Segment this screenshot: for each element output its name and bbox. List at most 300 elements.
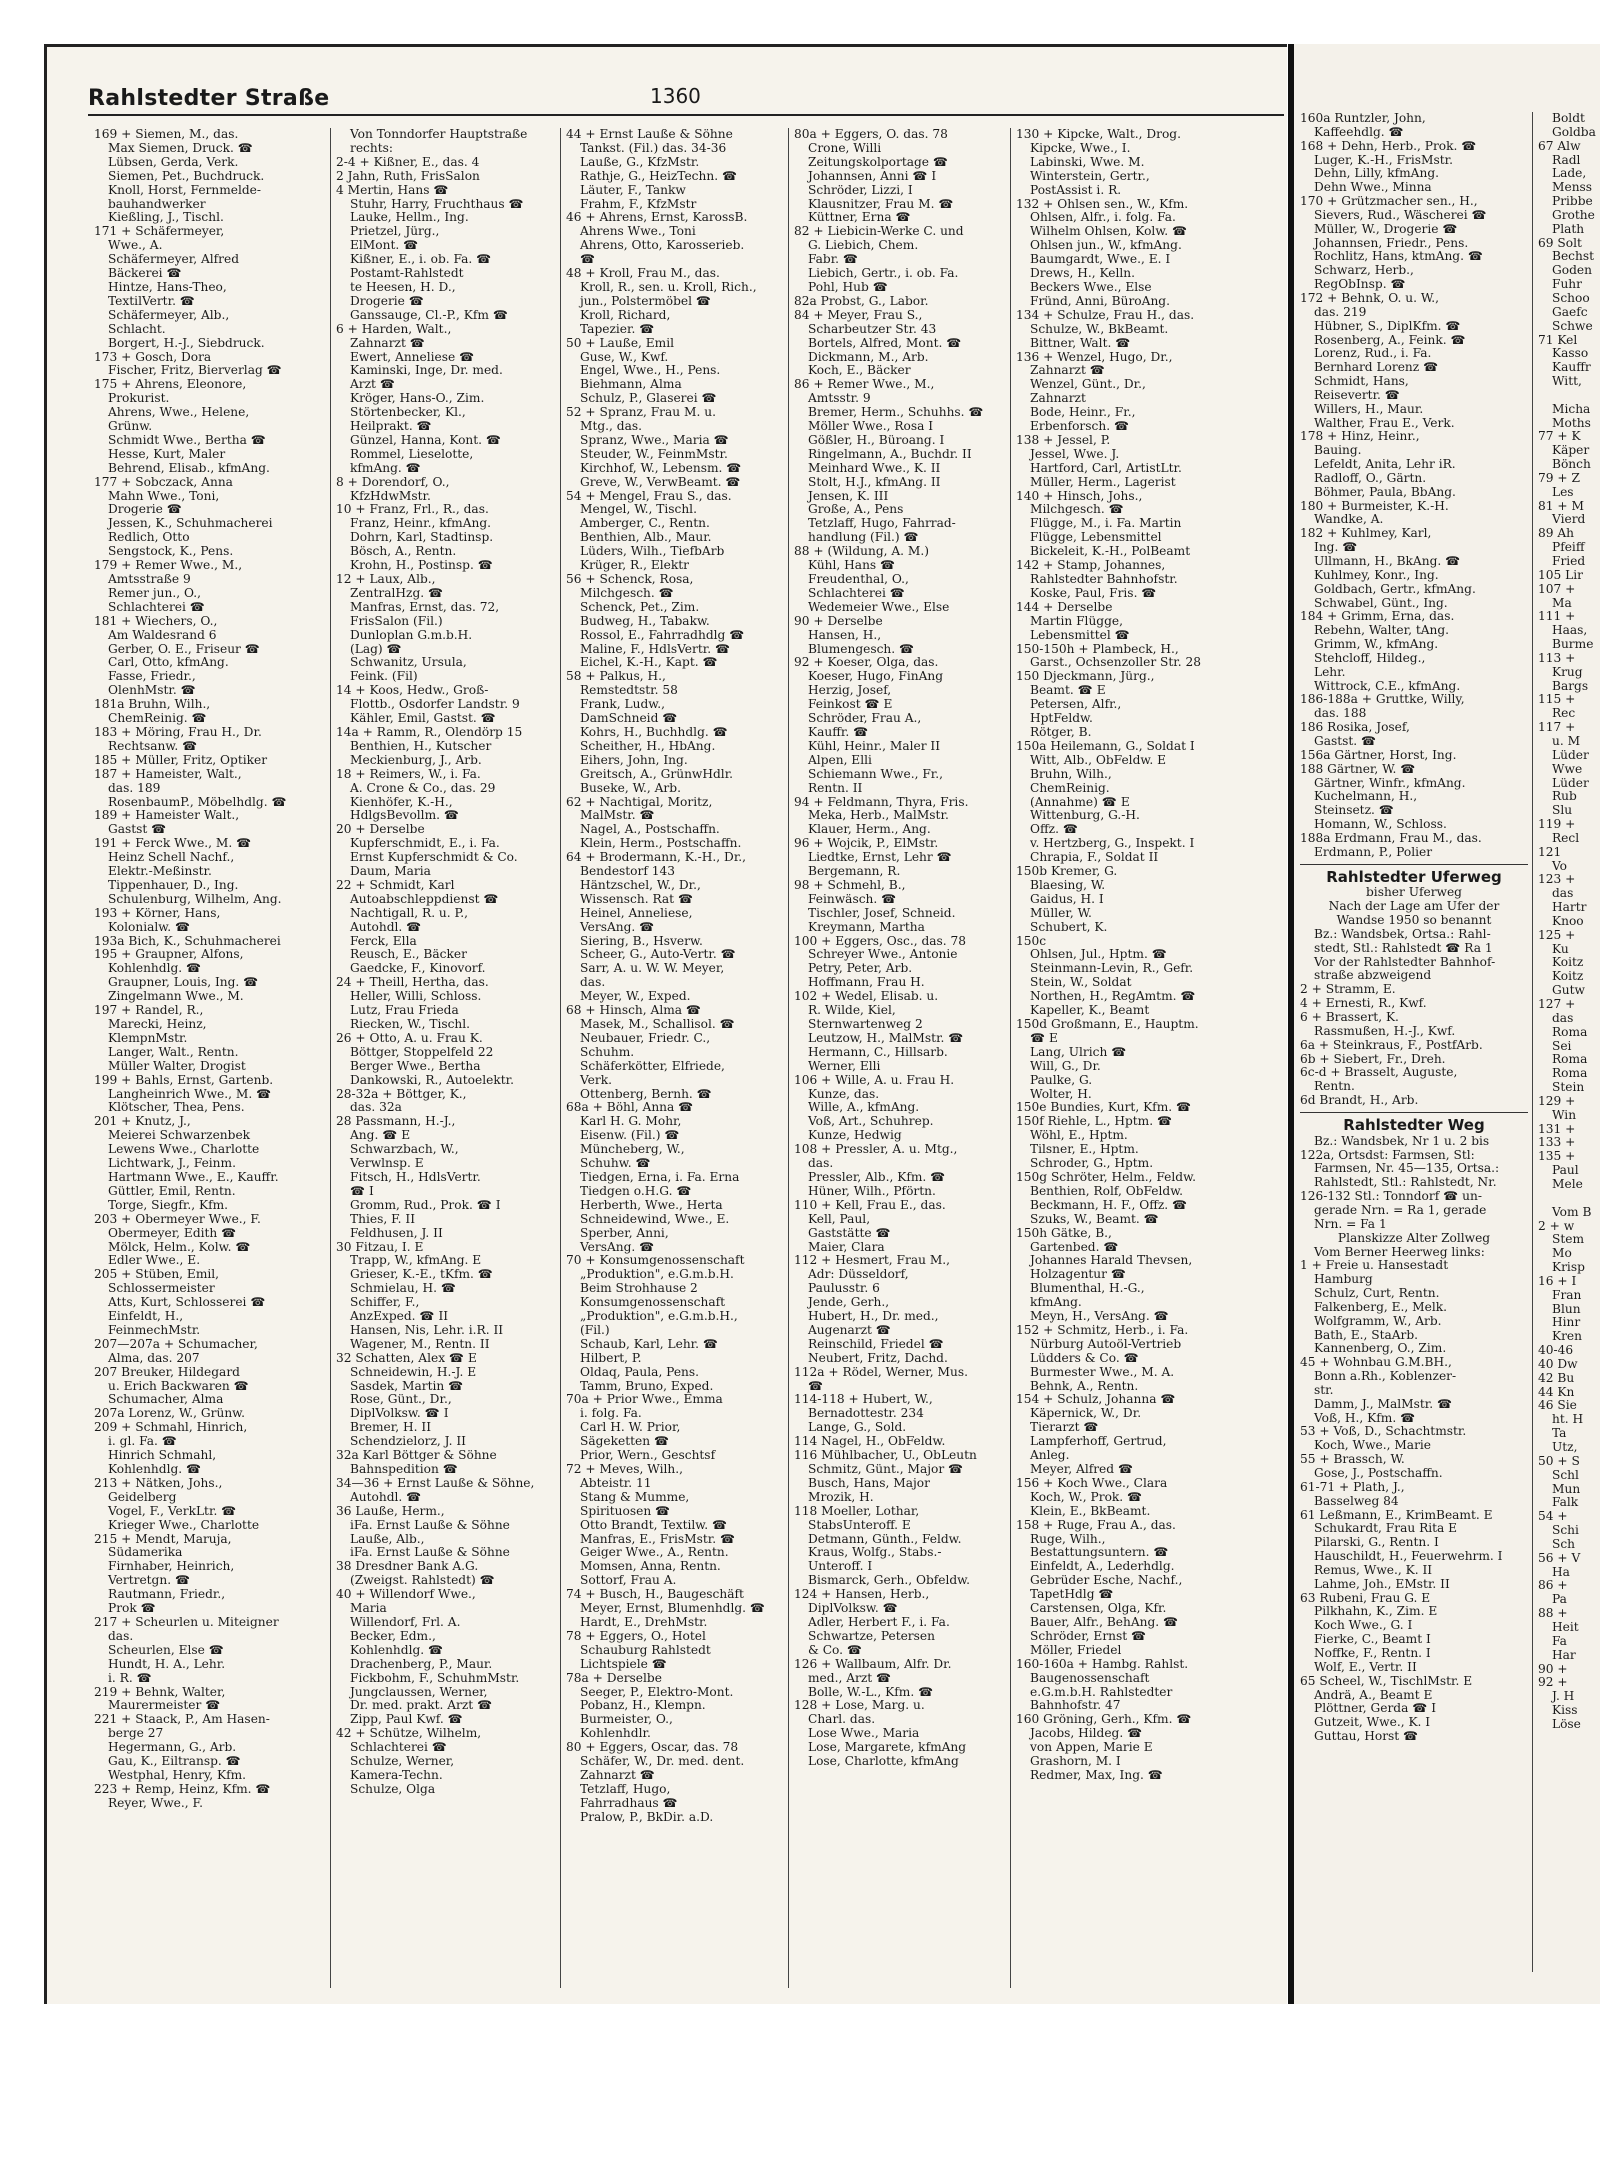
resident-entry: Schwarzbach, W., — [350, 1142, 459, 1157]
resident-entry: Tankst. (Fil.) das. 34-36 — [580, 140, 727, 155]
resident-entry: Lauke, Hellm., Ing. — [350, 210, 469, 225]
resident-entry: Autohdl. ☎ — [350, 1489, 422, 1504]
house-entry: 217 + Scheurlen u. Miteigner — [94, 1614, 279, 1629]
resident-entry: Bolle, W.-L., Kfm. ☎ — [808, 1684, 934, 1699]
resident-entry: ht. H — [1552, 1412, 1584, 1427]
resident-entry: Moths — [1552, 415, 1591, 430]
resident-entry: Siemen, Pet., Buchdruck. — [108, 168, 265, 183]
scan-margin — [0, 2004, 1600, 2177]
resident-entry: Willendorf, Frl. A. — [350, 1614, 461, 1629]
resident-entry: Käper — [1552, 443, 1590, 458]
house-entry: 124 + Hansen, Herb., — [794, 1587, 930, 1602]
resident-entry: StabsUnteroff. E — [808, 1517, 911, 1532]
resident-entry: Wittenburg, G.-H. — [1030, 808, 1140, 823]
resident-entry: i. R. ☎ — [108, 1670, 152, 1685]
resident-entry: Schoo — [1552, 290, 1590, 305]
resident-entry: Jessel, Wwe. J. — [1030, 446, 1120, 461]
resident-entry: Bernhard Lorenz ☎ — [1314, 360, 1439, 375]
resident-entry: Knoll, Horst, Fernmelde- — [108, 182, 262, 197]
house-entry: 68a + Böhl, Anna ☎ — [566, 1100, 694, 1115]
resident-entry: (Fil.) — [580, 1322, 610, 1337]
resident-entry: Pribbe — [1552, 194, 1593, 209]
resident-entry: Daum, Maria — [350, 864, 431, 879]
resident-entry: DamSchneid ☎ — [580, 711, 678, 726]
resident-entry: Hundt, H. A., Lehr. — [108, 1656, 226, 1671]
resident-entry: Amberger, C., Rentn. — [580, 516, 710, 531]
resident-entry: Ang. ☎ E — [350, 1128, 411, 1143]
house-entry: 187 + Hameister, Walt., — [94, 766, 242, 781]
resident-entry: Tiedgen, Erna, i. Fa. Erna — [580, 1169, 740, 1184]
resident-entry: Fitsch, H., HdlsVertr. — [350, 1169, 481, 1184]
resident-entry: Busch, Hans, Major — [808, 1475, 930, 1490]
resident-entry: Martin Flügge, — [1030, 613, 1123, 628]
resident-entry: Schneidewind, Wwe., E. — [580, 1211, 730, 1226]
house-entry: 183 + Möring, Frau H., Dr. — [94, 724, 262, 739]
house-entry: 181 + Wiechers, O., — [94, 613, 218, 628]
house-entry: 133 + — [1538, 1135, 1576, 1150]
resident-entry: Schröder, Frau A., — [808, 711, 922, 726]
resident-entry: A. Crone & Co., das. 29 — [350, 780, 496, 795]
house-entry: 36 Lauße, Herm., — [336, 1503, 445, 1518]
house-entry: 2 + w — [1538, 1218, 1575, 1233]
resident-entry: Burmeister, O., — [580, 1712, 673, 1727]
resident-entry: Lüder — [1552, 747, 1589, 762]
resident-entry: Krüger, R., Elektr — [580, 558, 689, 573]
house-entry: 86 + Remer Wwe., M., — [794, 377, 935, 392]
resident-entry: Gaefc — [1552, 304, 1588, 319]
resident-entry: u. Erich Backwaren ☎ — [108, 1378, 249, 1393]
resident-entry: Behnk, A., Rentn. — [1030, 1378, 1139, 1393]
resident-entry: Lose, Charlotte, kfmAng — [808, 1754, 959, 1769]
house-entry: 50 + Lauße, Emil — [566, 335, 675, 350]
resident-entry: Bz.: Wandsbek, Nr 1 u. 2 bis — [1314, 1133, 1490, 1148]
resident-entry: Oldaq, Paula, Pens. — [580, 1364, 700, 1379]
resident-entry: Homann, W., Schloss. — [1314, 817, 1447, 832]
house-entry: 188 Gärtner, W. ☎ — [1300, 761, 1416, 776]
resident-entry: Crone, Willi — [808, 140, 882, 155]
resident-entry: str. — [1314, 1382, 1334, 1397]
resident-entry: Dohrn, Karl, Stadtinsp. — [350, 530, 494, 545]
house-entry: 150c — [1016, 933, 1047, 948]
resident-entry: Heinz Schell Nachf., — [108, 850, 235, 865]
house-entry: 8 + Dorendorf, O., — [336, 474, 450, 489]
resident-entry: Dickmann, M., Arb. — [808, 349, 929, 364]
house-entry: 181a Bruhn, Wilh., — [94, 697, 211, 712]
resident-entry: Schröder, Lizzi, I — [808, 182, 913, 197]
resident-entry: Guttau, Horst ☎ — [1314, 1729, 1419, 1744]
resident-entry: Amtsstr. 9 — [808, 391, 871, 406]
resident-entry: Thies, F. II — [350, 1211, 416, 1226]
resident-entry: Goden — [1552, 263, 1592, 278]
resident-entry: Andrä, A., Beamt E — [1314, 1687, 1433, 1702]
column-divider — [1010, 128, 1011, 1988]
resident-entry: Kunze, das. — [808, 1086, 880, 1101]
house-entry: 12 + Laux, Alb., — [336, 572, 436, 586]
resident-entry: Kuchelmann, H., — [1314, 789, 1418, 804]
house-entry: 74 + Busch, H., Baugeschäft — [566, 1587, 744, 1602]
house-entry: 6a + Steinkraus, F., PostfArb. — [1300, 1037, 1483, 1052]
resident-entry: Schröder, Ernst ☎ — [1030, 1628, 1147, 1643]
resident-entry: Bittner, Walt. ☎ — [1030, 335, 1131, 350]
resident-entry: ZentralHzg. ☎ — [350, 585, 444, 600]
resident-entry: KlempnMstr. — [108, 1030, 188, 1045]
resident-entry: Tetzlaff, Hugo, Fahrrad- — [808, 516, 956, 531]
resident-entry: PostAssist i. R. — [1030, 182, 1122, 197]
resident-entry: Rötger, B. — [1030, 724, 1092, 739]
resident-entry: Zeitungskolportage ☎ — [808, 154, 949, 169]
resident-entry: Beckers Wwe., Else — [1030, 279, 1152, 294]
resident-entry: & Co. ☎ — [808, 1642, 863, 1657]
resident-entry: Schmidt, Hans, — [1314, 374, 1409, 389]
resident-entry: das. — [580, 975, 606, 990]
house-entry: 207 Breuker, Hildegard — [94, 1364, 240, 1379]
resident-entry: Schiemann Wwe., Fr., — [808, 766, 944, 781]
house-entry: 80 + Eggers, Oscar, das. 78 — [566, 1740, 739, 1755]
resident-entry: Störtenbecker, Kl., — [350, 405, 466, 420]
resident-entry: Kolonialw. ☎ — [108, 919, 191, 934]
resident-entry: Petry, Peter, Arb. — [808, 961, 913, 976]
resident-entry: Schendzielorz, J. II — [350, 1434, 466, 1449]
resident-entry: Carl H. W. Prior, — [580, 1420, 681, 1435]
resident-entry: Kohrs, H., Buchhdlg. ☎ — [580, 724, 728, 739]
house-entry: 20 + Derselbe — [336, 822, 425, 837]
resident-entry: Radloff, O., Gärtn. — [1314, 470, 1427, 485]
resident-entry: das — [1552, 886, 1574, 901]
resident-entry: Kupferschmidt, E., i. Fa. — [350, 836, 500, 851]
resident-entry: Lüder — [1552, 775, 1589, 790]
resident-entry: Tischler, Josef, Schneid. — [808, 905, 956, 920]
resident-entry: Nagel, A., Postschaffn. — [580, 822, 720, 837]
resident-entry: Schäferkötter, Elfriede, — [580, 1058, 725, 1073]
resident-entry: Klauer, Herm., Ang. — [808, 822, 931, 837]
house-entry: 138 + Jessel, P. — [1016, 432, 1111, 447]
resident-entry: Wissensch. Rat ☎ — [580, 891, 694, 906]
resident-entry: FrisSalon (Fil.) — [350, 613, 443, 628]
resident-entry: Große, A., Pens — [808, 502, 904, 517]
resident-entry: Lutz, Frau Frieda — [350, 1003, 459, 1018]
house-entry: 6 + Brassert, K. — [1300, 1010, 1399, 1024]
house-entry: 16 + I — [1538, 1273, 1577, 1288]
resident-entry: Kühl, Hans ☎ — [808, 558, 896, 573]
resident-entry: stedt, Stl.: Rahlstedt ☎ Ra 1 — [1314, 940, 1493, 955]
resident-entry: Borgert, H.-J., Siebdruck. — [108, 335, 265, 350]
resident-entry: Zahnarzt ☎ — [350, 335, 425, 350]
resident-entry: Mele — [1552, 1176, 1583, 1191]
house-entry: 191 + Ferck Wwe., M. ☎ — [94, 836, 252, 851]
resident-entry: Guse, W., Kwf. — [580, 349, 669, 364]
resident-entry: ElMont. ☎ — [350, 238, 419, 253]
house-entry: 2-4 + Kißner, E., das. 4 — [336, 154, 480, 169]
resident-entry: Sternwartenweg 2 — [808, 1017, 923, 1031]
resident-entry: Beckmann, H. F., Offz. ☎ — [1030, 1197, 1188, 1212]
resident-entry: Schauburg Rahlstedt — [580, 1642, 711, 1657]
resident-entry: Gastst ☎ — [108, 822, 167, 837]
resident-entry: Steuder, W., FeinmMstr. — [580, 446, 728, 461]
house-entry: 6 + Harden, Walt., — [336, 321, 452, 336]
resident-entry: Pobanz, H., Klempn. — [580, 1698, 706, 1713]
resident-entry: Mrozik, H. — [808, 1489, 874, 1504]
resident-entry: Wolfgramm, W., Arb. — [1314, 1313, 1442, 1328]
house-entry: 171 + Schäfermeyer, — [94, 224, 225, 239]
resident-entry: Beim Strohhause 2 — [580, 1281, 698, 1296]
resident-entry: Günzel, Hanna, Kont. ☎ — [350, 432, 502, 447]
resident-entry: Mun — [1552, 1481, 1581, 1496]
resident-entry: Karl H. G. Mohr, — [580, 1114, 682, 1129]
resident-entry: Kannenberg, O., Zim. — [1314, 1341, 1447, 1356]
house-entry: 158 + Ruge, Frau A., das. — [1016, 1517, 1176, 1532]
resident-entry: Koch, W., Prok. ☎ — [1030, 1489, 1143, 1504]
resident-entry: Gaedcke, F., Kinovorf. — [350, 961, 486, 976]
resident-entry: Konsumgenossenschaft — [580, 1295, 725, 1310]
resident-entry: Schumacher, Alma — [108, 1392, 224, 1407]
house-entry: 150f Riehle, L., Hptm. ☎ — [1016, 1114, 1173, 1129]
resident-entry: das. 189 — [108, 780, 161, 795]
resident-entry: Herberth, Wwe., Herta — [580, 1197, 723, 1212]
resident-entry: Gau, K., Eiltransp. ☎ — [108, 1754, 241, 1769]
house-entry: 186 Rosika, Josef, — [1300, 720, 1410, 735]
house-entry: 63 Rubeni, Frau G. E — [1300, 1590, 1431, 1605]
resident-entry: Hansen, Nis, Lehr. i.R. II — [350, 1322, 504, 1337]
house-entry: 32 Schatten, Alex ☎ E — [336, 1350, 477, 1365]
resident-entry: Verk. — [580, 1072, 612, 1087]
address-column-2 — [336, 128, 554, 1797]
resident-entry: Scheurlen, Else ☎ — [108, 1642, 224, 1657]
resident-entry: Dr. med. prakt. Arzt ☎ — [350, 1698, 493, 1713]
resident-entry: Kühl, Heinr., Maler II — [808, 738, 941, 753]
resident-entry: Har — [1552, 1647, 1576, 1662]
house-entry: 121 — [1538, 844, 1562, 859]
resident-entry: Werner, Elli — [808, 1058, 881, 1073]
resident-entry: Dunloplan G.m.b.H. — [350, 627, 473, 642]
resident-entry: Heilprakt. ☎ — [350, 419, 432, 434]
resident-entry: Am Waldesrand 6 — [108, 627, 217, 642]
resident-entry: Geiger Wwe., A., Rentn. — [580, 1545, 729, 1560]
resident-entry: ☎ E — [1030, 1030, 1058, 1045]
resident-entry: Bargs — [1552, 678, 1589, 693]
house-entry: 128 + Lose, Marg. u. — [794, 1698, 925, 1713]
resident-entry: Blumengesch. ☎ — [808, 641, 915, 656]
resident-entry: Hauschildt, H., Feuerwehrm. I — [1314, 1549, 1503, 1564]
resident-entry: Flügge, Lebensmittel — [1030, 530, 1162, 545]
resident-entry: Hubert, H., Dr. med., — [808, 1309, 939, 1324]
resident-entry: Meyer, W., Exped. — [580, 989, 691, 1004]
resident-entry: Hamburg — [1314, 1272, 1373, 1287]
resident-entry: Steinsetz. ☎ — [1314, 803, 1394, 818]
resident-entry: Chrapia, F., Soldat II — [1030, 850, 1159, 865]
resident-entry: Koch Wwe., G. I — [1314, 1618, 1413, 1633]
resident-entry: gerade Nrn. = Ra 1, gerade — [1314, 1202, 1487, 1217]
resident-entry: Wolter, H. — [1030, 1086, 1092, 1101]
resident-entry: RosenbaumP., Möbelhdlg. ☎ — [108, 794, 287, 809]
resident-entry: Bismarck, Gerh., Obfeldw. — [808, 1573, 971, 1588]
house-entry: 193 + Körner, Hans, — [94, 905, 221, 920]
resident-entry: Zingelmann Wwe., M. — [108, 989, 244, 1004]
resident-entry: Zahnarzt ☎ — [580, 1767, 655, 1782]
house-entry: 185 + Müller, Fritz, Optiker — [94, 752, 268, 767]
resident-entry: Prok ☎ — [108, 1601, 156, 1616]
house-entry: 154 + Schulz, Johanna ☎ — [1016, 1392, 1176, 1407]
resident-entry: Kroll, Richard, — [580, 307, 671, 322]
house-entry: 152 + Schmitz, Herb., i. Fa. — [1016, 1322, 1189, 1337]
house-entry: 92 + — [1538, 1675, 1568, 1690]
resident-entry: Grünw. — [108, 419, 153, 434]
resident-entry: Flügge, M., i. Fa. Martin — [1030, 516, 1182, 531]
resident-entry: Schukardt, Frau Rita E — [1314, 1521, 1458, 1536]
resident-entry: Win — [1552, 1107, 1577, 1122]
resident-entry: Ruge, Wilh., — [1030, 1531, 1106, 1546]
resident-entry: Ferck, Ella — [350, 933, 417, 948]
resident-entry: Schubert, K. — [1030, 919, 1108, 934]
house-entry: 169 + Siemen, M., das. — [94, 128, 239, 141]
resident-entry: Rose, Günt., Dr., — [350, 1392, 452, 1407]
street-note: Wandse 1950 so benannt — [1336, 913, 1492, 928]
resident-entry: Kroll, R., sen. u. Kroll, Rich., — [580, 279, 757, 294]
resident-entry: Tapezier. ☎ — [580, 321, 655, 336]
resident-entry: ☎ — [580, 252, 596, 267]
resident-entry: Budweg, H., Tabakw. — [580, 613, 710, 628]
resident-entry: Krohn, H., Postinsp. ☎ — [350, 558, 493, 573]
resident-entry: Wöhl, E., Hptm. — [1030, 1128, 1128, 1143]
resident-entry: jun., Polstermöbel ☎ — [580, 293, 712, 308]
house-entry: 113 + — [1538, 650, 1576, 665]
resident-entry: Verwlnsp. E — [350, 1156, 424, 1171]
house-entry: 84 + Meyer, Frau S., — [794, 307, 923, 322]
house-entry: 126 + Wallbaum, Alfr. Dr. — [794, 1656, 952, 1671]
resident-entry: Garst., Ochsenzoller Str. 28 — [1030, 655, 1202, 670]
resident-entry: Ha — [1552, 1564, 1570, 1579]
resident-entry: Kell, Paul, — [808, 1211, 871, 1226]
resident-entry: das. 188 — [1314, 706, 1367, 721]
house-entry: 156 + Koch Wwe., Clara — [1016, 1475, 1168, 1490]
house-entry: 65 Scheel, W., TischlMstr. E — [1300, 1673, 1473, 1688]
house-entry: 127 + — [1538, 997, 1576, 1011]
resident-entry: Wedemeier Wwe., Else — [808, 599, 950, 614]
resident-entry: Kapeller, K., Beamt — [1030, 1003, 1150, 1018]
resident-entry: Beamt. ☎ E — [1030, 683, 1106, 698]
resident-entry: Zahnarzt ☎ — [1030, 363, 1105, 378]
resident-entry: Augenarzt ☎ — [808, 1322, 891, 1337]
resident-entry: Franz, Heinr., kfmAng. — [350, 516, 492, 531]
house-entry: 132 + Ohlsen sen., W., Kfm. — [1016, 196, 1189, 211]
resident-entry: Kiss — [1552, 1703, 1578, 1718]
house-entry: 195 + Graupner, Alfons, — [94, 947, 244, 962]
house-entry: 50 + S — [1538, 1453, 1580, 1468]
resident-entry: Heit — [1552, 1619, 1579, 1634]
resident-entry: Lose, Margarete, kfmAng — [808, 1740, 967, 1755]
resident-entry: Vertretgn. ☎ — [108, 1573, 191, 1588]
house-entry: 46 + Ahrens, Ernst, KarossB. — [566, 210, 748, 225]
resident-entry: Recl — [1552, 830, 1580, 845]
resident-entry: Ullmann, H., BkAng. ☎ — [1314, 554, 1461, 568]
house-entry: 28 Passmann, H.-J., — [336, 1114, 456, 1129]
resident-entry: Prokurist. — [108, 391, 170, 406]
resident-entry: Scharbeutzer Str. 43 — [808, 321, 937, 336]
house-entry: 136 + Wenzel, Hugo, Dr., — [1016, 349, 1173, 364]
resident-entry: Sievers, Rud., Wäscherei ☎ — [1314, 207, 1487, 222]
house-entry: 24 + Theill, Hertha, das. — [336, 975, 489, 990]
resident-entry: „Produktion", e.G.m.b.H., — [580, 1309, 738, 1324]
resident-entry: Bäckerei ☎ — [108, 266, 182, 281]
resident-entry: Kauffr. ☎ — [808, 724, 869, 739]
resident-entry: Mtg., das. — [580, 419, 642, 434]
resident-entry: Hüner, Wilh., Pförtn. — [808, 1183, 936, 1198]
house-entry: 221 + Staack, P., Am Hasen- — [94, 1712, 270, 1727]
resident-entry: Siering, B., Hsverw. — [580, 933, 703, 948]
resident-entry: Hübner, S., DiplKfm. ☎ — [1314, 318, 1461, 333]
resident-entry: Edler Wwe., E. — [108, 1253, 201, 1268]
resident-entry: Feinwäsch. ☎ — [808, 891, 897, 906]
resident-entry: Manfras, E., FrisMstr. ☎ — [580, 1531, 736, 1546]
house-entry: 209 + Schmahl, Hinrich, — [94, 1420, 248, 1435]
resident-entry: Grimm, W., kfmAng. — [1314, 637, 1439, 652]
resident-entry: Kähler, Emil, Gastst. ☎ — [350, 711, 496, 726]
house-entry: 38 Dresdner Bank A.G. — [336, 1559, 479, 1574]
resident-entry: Berger Wwe., Bertha — [350, 1058, 481, 1073]
resident-entry: Bauer, Alfr., BehAng. ☎ — [1030, 1614, 1179, 1629]
house-entry: 45 + Wohnbau G.M.BH., — [1300, 1355, 1452, 1370]
resident-entry: Frahm, F., KfzMstr — [580, 196, 697, 211]
resident-entry: Schneidewin, H.-J. E — [350, 1364, 477, 1379]
resident-entry: das. 32a — [350, 1100, 402, 1115]
resident-entry: Pilkhahn, K., Zim. E — [1314, 1604, 1438, 1619]
resident-entry: Koitz — [1552, 969, 1584, 984]
resident-entry: OlenhMstr. ☎ — [108, 683, 196, 698]
house-entry: 82 + Liebicin-Werke C. und — [794, 224, 964, 239]
resident-entry: Kren — [1552, 1329, 1582, 1344]
resident-entry: Heinel, Anneliese, — [580, 905, 693, 920]
resident-entry: Burme — [1552, 637, 1594, 652]
resident-entry: Fa — [1552, 1633, 1567, 1648]
resident-entry: Mo — [1552, 1246, 1572, 1261]
resident-entry: Bahnhofstr. 47 — [1030, 1698, 1121, 1713]
resident-entry: Pralow, P., BkDir. a.D. — [580, 1809, 714, 1824]
house-entry: 89 Ah — [1538, 526, 1575, 541]
resident-entry: Paul — [1552, 1163, 1579, 1178]
resident-entry: Wagener, M., Rentn. II — [350, 1336, 490, 1351]
resident-entry: kfmAng. ☎ — [350, 460, 421, 475]
resident-entry: straße abzweigend — [1314, 968, 1432, 983]
resident-entry: v. Hertzberg, G., Inspekt. I — [1030, 836, 1195, 851]
resident-entry: ☎ — [808, 1378, 824, 1393]
resident-entry: Hegermann, G., Arb. — [108, 1740, 237, 1755]
resident-entry: Schuhm. — [580, 1044, 635, 1059]
resident-entry: Feinkost ☎ E — [808, 697, 893, 712]
resident-entry: Johannsen, Anni ☎ I — [808, 168, 937, 183]
house-entry: 4 + Ernesti, R., Kwf. — [1300, 996, 1427, 1011]
resident-entry: Schmidt Wwe., Bertha ☎ — [108, 432, 266, 447]
resident-entry: Wenzel, Günt., Dr., — [1030, 377, 1146, 392]
house-entry: 100 + Eggers, Osc., das. 78 — [794, 933, 967, 948]
resident-entry: Abteistr. 11 — [580, 1475, 652, 1490]
resident-entry: Les — [1552, 484, 1574, 499]
resident-entry: ☎ I — [350, 1183, 374, 1198]
resident-entry: das — [1552, 1010, 1574, 1025]
resident-entry: Reusch, E., Bäcker — [350, 947, 467, 962]
house-entry: 150d Großmann, E., Hauptm. — [1016, 1017, 1199, 1031]
street-heading: Rahlstedter Uferweg — [1300, 864, 1528, 887]
resident-entry: (Lag) ☎ — [350, 641, 402, 656]
resident-entry: Läuter, F., Tankw — [580, 182, 686, 197]
resident-entry: te Heesen, H. D., — [350, 279, 456, 294]
resident-entry: Freudenthal, O., — [808, 572, 909, 586]
resident-entry: Rautmann, Friedr., — [108, 1587, 226, 1602]
resident-entry: Boldt — [1552, 112, 1585, 125]
resident-entry: Kreymann, Martha — [808, 919, 925, 934]
house-entry: 55 + Brassch, W. — [1300, 1452, 1405, 1467]
resident-entry: Hilbert, P. — [580, 1350, 642, 1365]
resident-entry: TapetHdlg ☎ — [1030, 1587, 1114, 1602]
house-entry: 150h Gätke, B., — [1016, 1225, 1112, 1240]
